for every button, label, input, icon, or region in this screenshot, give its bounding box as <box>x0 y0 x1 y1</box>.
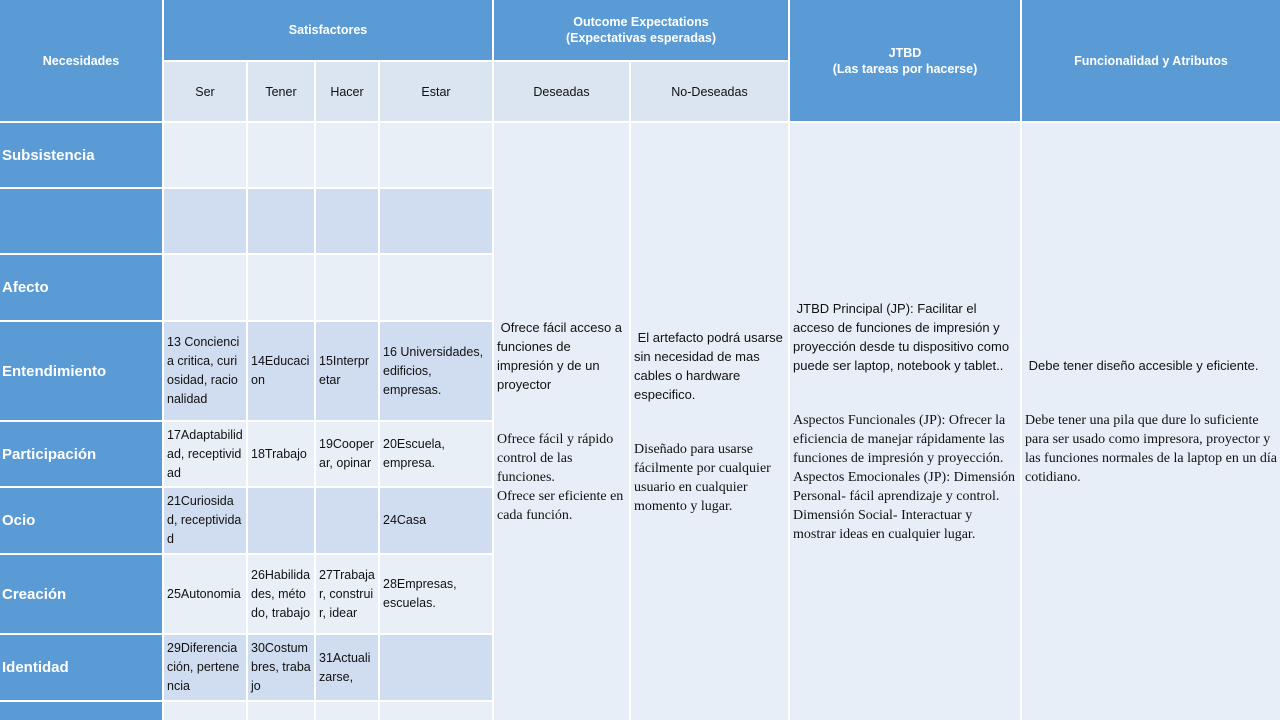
cell-hacer <box>316 422 378 486</box>
subheader-tener <box>248 62 314 121</box>
subheader-ser-label: Ser <box>195 84 215 99</box>
cell-ser <box>164 322 246 420</box>
cell-ser <box>164 422 246 486</box>
cell-text: 27Trabajar, construir, idear <box>319 567 375 620</box>
cell-text: 14Educacion <box>251 354 310 387</box>
cell-ser <box>164 123 246 187</box>
cell-text: 28Empresas, escuelas. <box>383 577 457 610</box>
subheader-tener-label: Tener <box>265 84 297 99</box>
cell-estar <box>380 702 492 720</box>
row-label-text: Creación <box>2 585 67 603</box>
subheader-estar-label: Estar <box>421 84 451 99</box>
cell-hacer <box>316 189 378 253</box>
cell-ser <box>164 555 246 633</box>
cell-text: 19Cooperar, opinar <box>319 437 374 470</box>
cell-ser <box>164 255 246 320</box>
row-label-subsistencia <box>0 123 162 187</box>
subheader-estar <box>380 62 492 121</box>
cell-estar <box>380 189 492 253</box>
cell-hacer <box>316 322 378 420</box>
cell-ser <box>164 488 246 553</box>
deseadas-text <box>497 282 626 561</box>
cell-text: 21Curiosidad, receptividad <box>167 494 242 546</box>
cell-hacer <box>316 488 378 553</box>
subheader-no-deseadas-label: No-Deseadas <box>671 84 748 99</box>
no-deseadas-intro: El artefacto podrá usarse sin necesidad de mas cables o hardware especifico. <box>634 329 787 402</box>
cell-tener <box>248 123 314 187</box>
cell-ser <box>164 635 246 700</box>
cell-tener <box>248 255 314 320</box>
cell-tener <box>248 488 314 553</box>
cell-text: 24Casa <box>383 513 427 527</box>
subheader-no-deseadas <box>631 62 788 121</box>
cell-tener <box>248 189 314 253</box>
cell-text: 13 Conciencia critica, curiosidad, racionalidad <box>167 335 240 406</box>
cell-estar <box>380 422 492 486</box>
header-necesidades <box>0 0 162 121</box>
cell-tener <box>248 322 314 420</box>
cell-text: 15Interpretar <box>319 354 370 387</box>
header-satisfactores-label: Satisfactores <box>288 23 368 37</box>
header-outcome <box>494 0 788 60</box>
row-label-ocio <box>0 488 162 553</box>
cell-tener <box>248 555 314 633</box>
deseadas-cell <box>494 123 629 720</box>
cell-tener <box>248 702 314 720</box>
funcionalidad-intro: Debe tener diseño accesible y eficiente. <box>1025 358 1259 373</box>
subheader-hacer-label: Hacer <box>330 84 364 99</box>
row-label-text: Ocio <box>2 512 36 529</box>
row-label-text: Subsistencia <box>2 146 95 164</box>
cell-tener <box>248 635 314 700</box>
header-jtbd <box>790 0 1020 121</box>
cell-text: 16 Universidades, edificios, empresas. <box>383 344 484 397</box>
cell-ser <box>164 189 246 253</box>
header-funcionalidad <box>1022 0 1280 121</box>
cell-tener <box>248 422 314 486</box>
cell-ser <box>164 702 246 720</box>
row-label-participacion <box>0 422 162 486</box>
header-funcionalidad-label: Funcionalidad y Atributos <box>1074 53 1228 68</box>
cell-estar <box>380 488 492 553</box>
cell-text: 30Costumbres, trabajo <box>251 641 311 693</box>
row-label-afecto <box>0 255 162 320</box>
row-label-text: Afecto <box>2 279 49 296</box>
funcionalidad-rest: Debe tener una pila que dure lo suficiente para ser usado como impresora, proyector y las funciones normales de la laptop en un día cotidiano. <box>1025 413 1277 485</box>
cell-hacer <box>316 123 378 187</box>
cell-estar <box>380 322 492 420</box>
subheader-hacer <box>316 62 378 121</box>
row-label-creacion <box>0 555 162 633</box>
header-outcome-label: Outcome Expectations (Expectativas esperadas) <box>565 15 717 45</box>
subheader-deseadas <box>494 62 629 121</box>
cell-estar <box>380 635 492 700</box>
cell-text: 26Habilidades, método, trabajo <box>251 567 311 620</box>
row-label-text: Identidad <box>2 659 69 676</box>
cell-text: 17Adaptabilidad, receptividad <box>167 427 243 480</box>
cell-hacer <box>316 635 378 700</box>
subheader-deseadas-label: Deseadas <box>533 84 590 99</box>
header-necesidades-label: Necesidades <box>42 53 120 68</box>
no-deseadas-cell <box>631 123 788 720</box>
row-label-text: Participación <box>2 445 97 463</box>
cell-text: 29Diferenciación, pertenencia <box>167 641 240 693</box>
cell-hacer <box>316 555 378 633</box>
cell-text: 25Autonomia <box>167 586 241 601</box>
funcionalidad-text <box>1025 320 1277 523</box>
row-label-text: Entendimiento <box>2 362 107 380</box>
subheader-ser <box>164 62 246 121</box>
cell-estar <box>380 123 492 187</box>
cell-hacer <box>316 702 378 720</box>
row-label-next <box>0 702 162 720</box>
header-satisfactores <box>164 0 492 60</box>
cell-text: 18Trabajo <box>251 446 307 461</box>
row-label-identidad <box>0 635 162 700</box>
no-deseadas-rest: Diseñado para usarse fácilmente por cualquier usuario en cualquier momento y lugar. <box>634 441 771 514</box>
row-label-empty <box>0 189 162 253</box>
deseadas-intro: Ofrece fácil acceso a funciones de impresión y de un proyector <box>497 320 626 392</box>
funcionalidad-cell <box>1022 123 1280 720</box>
jtbd-rest: Aspectos Funcionales (JP): Ofrecer la eficiencia de manejar rápidamente las funciones de impresión y proyección. Aspectos Emocionales (JP): Dimensión Personal- fácil aprendizaje y control. Dimensión Social- Interactuar y mostrar ideas en cualquier lugar. <box>793 413 1016 542</box>
cell-text: 31Actualizarse, <box>319 650 371 684</box>
header-jtbd-label: JTBD (Las tareas por hacerse) <box>832 45 978 76</box>
jtbd-cell <box>790 123 1020 720</box>
deseadas-rest: Ofrece fácil y rápido control de las funciones. Ofrece ser eficiente en cada función. <box>497 432 624 523</box>
cell-hacer <box>316 255 378 320</box>
cell-estar <box>380 255 492 320</box>
cell-text: 20Escuela, empresa. <box>383 437 445 470</box>
cell-estar <box>380 555 492 633</box>
jtbd-text <box>793 263 1017 580</box>
row-label-entendimiento <box>0 322 162 420</box>
no-deseadas-text <box>634 292 785 552</box>
jtbd-intro: JTBD Principal (JP): Facilitar el acceso de funciones de impresión y proyección desde tu dispositivo como puede ser laptop, notebook y tablet.. <box>793 301 1013 373</box>
